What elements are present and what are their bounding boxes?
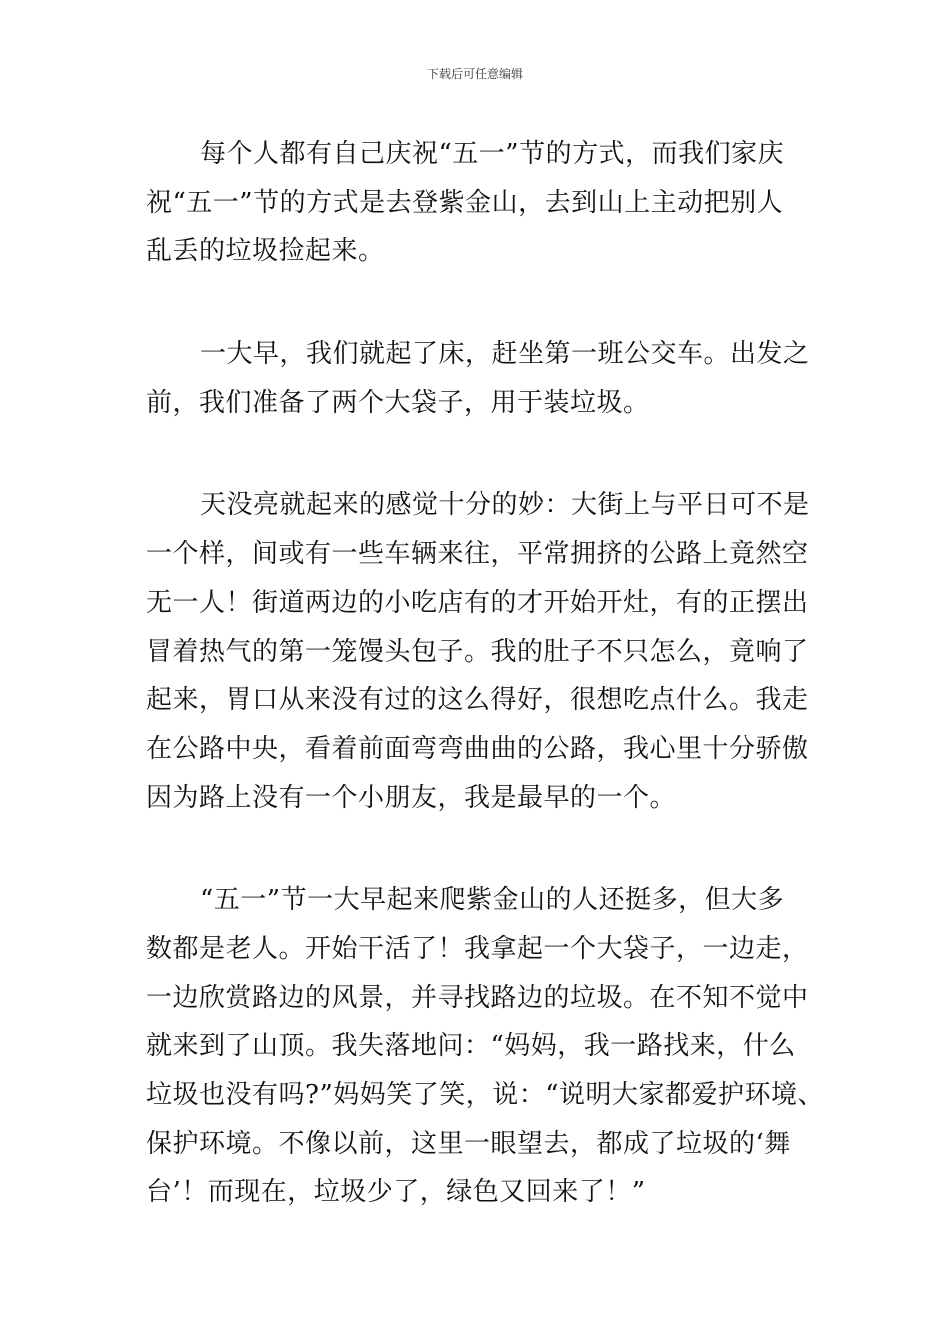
paragraph-line: 台’！而现在，垃圾少了，绿色又回来了！”: [146, 1177, 646, 1208]
paragraph-line: 一大早，我们就起了床，赶坐第一班公交车。出发之: [200, 339, 810, 370]
article-body: [146, 130, 825, 1217]
paragraph-line: 天没亮就起来的感觉十分的妙：大街上与平日可不是: [200, 490, 810, 521]
paragraph-4: [146, 876, 825, 1217]
paragraph-line: 前，我们准备了两个大袋子，用于装垃圾。: [146, 387, 650, 418]
paragraph-line: 在公路中央，看着前面弯弯曲曲的公路，我心里十分骄傲: [146, 733, 809, 764]
paragraph-1: [146, 130, 806, 276]
paragraph-line: 保护环境。不像以前，这里一眼望去，都成了垃圾的‘舞: [146, 1128, 791, 1159]
paragraph-line: 无一人！街道两边的小吃店有的才开始开灶，有的正摆出: [146, 587, 809, 618]
paragraph-line: 乱丢的垃圾捡起来。: [146, 236, 385, 267]
paragraph-2: [146, 330, 810, 427]
paragraph-line: 冒着热气的第一笼馒头包子。我的肚子不只怎么，竟响了: [146, 636, 809, 667]
paragraph-line: 起来，胃口从来没有过的这么得好，很想吃点什么。我走: [146, 685, 809, 716]
paragraph-line: 一边欣赏路边的风景，并寻找路边的垃圾。在不知不觉中: [146, 982, 809, 1013]
paragraph-line: 数都是老人。开始干活了！我拿起一个大袋子，一边走，: [146, 933, 809, 964]
paragraph-line: 就来到了山顶。我失落地问：“妈妈，我一路找来，什么: [146, 1031, 796, 1062]
paragraph-line: 每个人都有自己庆祝“五一”节的方式，而我们家庆: [200, 139, 785, 169]
paragraph-line: 垃圾也没有吗?”妈妈笑了笑，说：“说明大家都爱护环境、: [146, 1080, 825, 1110]
paragraph-line: 因为路上没有一个小朋友，我是最早的一个。: [146, 782, 677, 813]
paragraph-line: 祝“五一”节的方式是去登紫金山，去到山上主动把别人: [146, 187, 784, 218]
paragraph-line: 一个样，间或有一些车辆来往，平常拥挤的公路上竟然空: [146, 539, 809, 570]
paragraph-line: “五一”节一大早起来爬紫金山的人还挺多，但大多: [200, 885, 785, 916]
paragraph-3: [146, 481, 810, 822]
page-header-note: 下载后可任意编辑: [426, 67, 523, 81]
